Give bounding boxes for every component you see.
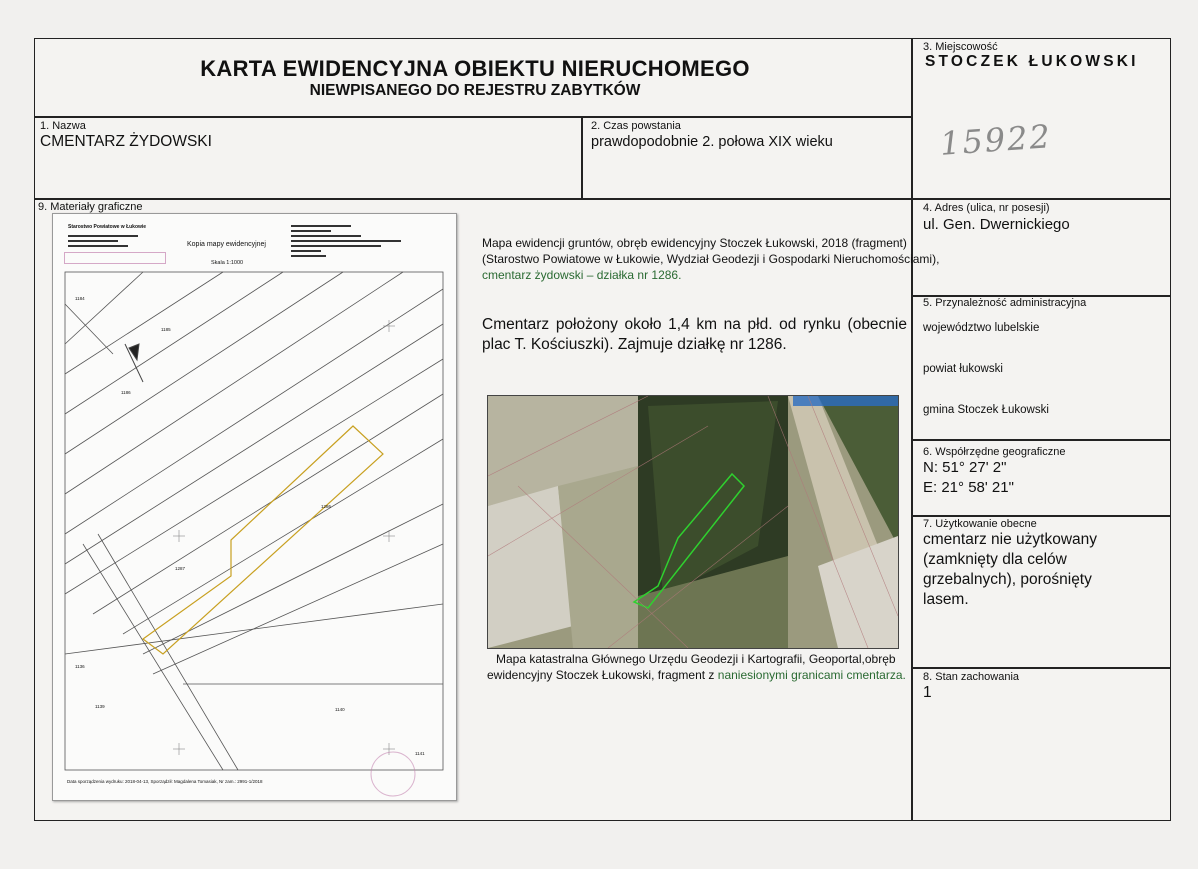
stan-value: 1	[923, 684, 932, 701]
map-doc-title: Kopia mapy ewidencyjnej	[187, 241, 266, 248]
map-doc-footer: Data sporządzenia wydruku: 2018-04-13, Sporządził: Magdalena Tomasiak, Nr zam.: 2991-1/2018	[67, 779, 263, 784]
powiat-value: powiat łukowski	[923, 363, 1003, 375]
map2-caption-plain: ewidencyjny Stoczek Łukowski, fragment z	[487, 668, 715, 682]
map2-caption-line2	[487, 667, 906, 683]
map1-caption-green: cmentarz żydowski – działka nr 1286.	[482, 268, 682, 282]
grid-crosses	[173, 320, 395, 755]
card-title: KARTA EWIDENCYJNA OBIEKTU NIERUCHOMEGO	[200, 56, 750, 81]
parcel-label-1140: 1140	[335, 707, 345, 712]
north-arrow	[125, 344, 143, 382]
adres-label: 4. Adres (ulica, nr posesji)	[923, 202, 1050, 214]
parcel-lines	[65, 272, 443, 770]
map-issuer: Starostwo Powiatowe w Łukowie	[68, 224, 147, 230]
card-subtitle: NIEWPISANEGO DO REJESTRU ZABYTKÓW	[309, 82, 641, 99]
cemetery-description: Cmentarz położony około 1,4 km na płd. od rynku (obecnie plac T. Kościuszki). Zajmuje działkę nr 1286.	[482, 316, 907, 353]
divider-r1	[911, 198, 1170, 200]
miejscowosc-label: 3. Miejscowość	[923, 41, 998, 53]
czas-value: prawdopodobnie 2. połowa XIX wieku	[591, 134, 833, 150]
parcel-map-svg	[53, 214, 456, 800]
satellite-map	[487, 395, 899, 649]
satellite-svg	[488, 396, 898, 648]
map2-caption-green: naniesionymi granicami cmentarza.	[717, 668, 906, 682]
parcel-label-1286: 1286	[321, 504, 332, 509]
miejscowosc-value: STOCZEK ŁUKOWSKI	[925, 53, 1139, 70]
divider-name-row	[581, 116, 583, 198]
latitude-value: N: 51° 27' 2"	[923, 459, 1007, 476]
map-doc-scale: Skala 1:1000	[211, 260, 244, 266]
uzytkowanie-value: cmentarz nie użytkowany (zamknięty dla celów grzebalnych), porośnięty lasem.	[923, 531, 1098, 608]
divider-right-column	[911, 39, 913, 820]
czas-label: 2. Czas powstania	[591, 120, 681, 132]
stamp-circle	[371, 752, 415, 796]
parcel-label-1184: 1184	[75, 296, 85, 301]
cadastral-map-document	[52, 213, 457, 801]
parcel-label-1136: 1136	[75, 664, 85, 669]
divider-left-top	[35, 198, 912, 200]
materialy-label: 9. Materiały graficzne	[38, 201, 143, 213]
record-card	[34, 38, 1171, 821]
przynaleznosc-label: 5. Przynależność administracyjna	[923, 297, 1087, 309]
parcel-label-1139: 1139	[95, 704, 105, 709]
stan-label: 8. Stan zachowania	[923, 671, 1020, 683]
longitude-value: E: 21° 58' 21"	[923, 479, 1014, 496]
divider-r4	[911, 515, 1170, 517]
divider-r3	[911, 439, 1170, 441]
map2-caption-line1: Mapa katastralna Głównego Urzędu Geodezji i Kartografii, Geoportal,obręb	[496, 652, 896, 666]
wspolrzedne-label: 6. Współrzędne geograficzne	[923, 446, 1066, 458]
map1-caption-line2: (Starostwo Powiatowe w Łukowie, Wydział Geodezji i Gospodarki Nieruchomościami),	[482, 252, 940, 266]
adres-value: ul. Gen. Dwernickiego	[923, 216, 1070, 233]
parcel-label-1185: 1185	[161, 327, 171, 332]
divider-header	[35, 116, 912, 118]
map-frame	[65, 272, 443, 770]
divider-r5	[911, 667, 1170, 669]
uzytkowanie-label: 7. Użytkowanie obecne	[923, 518, 1037, 530]
nazwa-label: 1. Nazwa	[40, 120, 86, 132]
inventory-number: 15922	[938, 117, 1053, 163]
nazwa-value: CMENTARZ ŻYDOWSKI	[40, 133, 212, 150]
parcel-label-1287: 1287	[175, 566, 186, 571]
parcel-label-1141: 1141	[415, 751, 425, 756]
parcel-label-1186: 1186	[121, 390, 131, 395]
wojewodztwo-value: województwo lubelskie	[923, 322, 1040, 334]
gmina-value: gmina Stoczek Łukowski	[923, 404, 1049, 416]
map1-caption-line1: Mapa ewidencji gruntów, obręb ewidencyjny Stoczek Łukowski, 2018 (fragment)	[482, 236, 907, 250]
